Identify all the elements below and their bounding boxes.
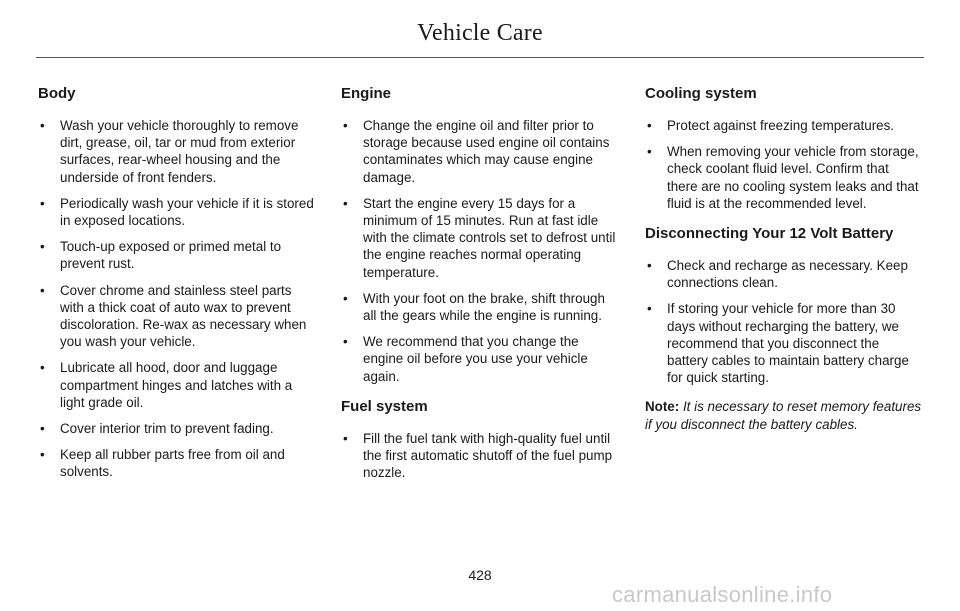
bullet: • <box>40 118 45 133</box>
battery-list <box>645 257 923 386</box>
bullet: • <box>647 144 652 160</box>
bullet: • <box>343 118 348 133</box>
list-item-text: Fill the fuel tank with high-quality fuel until the first automatic shutoff of the fuel pump nozzle. <box>363 430 613 481</box>
page-number: 428 <box>468 567 492 583</box>
list-item-text: Keep all rubber parts free from oil and solvents. <box>60 447 285 480</box>
list-item-text: Start the engine every 15 days for a minimum of 15 minutes. Run at fast idle with the climate controls set to defrost until the engine reaches normal operating temperature. <box>363 195 616 280</box>
section-heading-fuel: Fuel system <box>341 397 428 415</box>
bullet: • <box>647 258 652 274</box>
bullet: • <box>647 301 652 317</box>
list-item-text: Protect against freezing temperatures. <box>667 118 895 133</box>
bullet: • <box>343 195 348 211</box>
list-item <box>645 300 923 386</box>
bullet: • <box>343 290 348 306</box>
list-item <box>341 195 619 281</box>
note-label: Note: <box>645 399 680 415</box>
list-item-text: With your foot on the brake, shift through all the gears while the engine is running. <box>363 290 605 324</box>
list-item <box>38 359 316 411</box>
engine-list <box>341 117 619 385</box>
list-item <box>645 117 923 134</box>
list-item-text: We recommend that you change the engine oil before you use your vehicle again. <box>363 334 588 384</box>
column-left <box>38 84 316 493</box>
list-item <box>341 290 619 324</box>
bullet: • <box>40 282 45 298</box>
list-item-text: Cover interior trim to prevent fading. <box>60 421 274 437</box>
list-item <box>38 446 316 480</box>
section-heading-engine: Engine <box>341 85 392 102</box>
list-item-text: Wash your vehicle thoroughly to remove dirt, grease, oil, tar or mud from exterior surfaces, rear-wheel housing and the underside of front fenders. <box>60 118 299 185</box>
list-item <box>645 257 923 291</box>
body-list <box>38 117 316 481</box>
list-item <box>38 420 316 437</box>
list-item <box>38 282 316 351</box>
list-item-text: Periodically wash your vehicle if it is stored in exposed locations. <box>60 195 314 229</box>
bullet: • <box>647 118 652 133</box>
column-right <box>645 84 923 433</box>
list-item <box>38 238 316 272</box>
bullet: • <box>40 447 45 463</box>
list-item-text: If storing your vehicle for more than 30 days without recharging the battery, we recommend that you disconnect the battery cables to maintain battery charge for quick starting. <box>667 301 909 386</box>
section-heading-cooling: Cooling system <box>645 85 757 102</box>
list-item <box>645 143 923 212</box>
list-item-text: Cover chrome and stainless steel parts with a thick coat of auto wax to prevent discoloration. Re-wax as necessary when you wash your vehicle. <box>60 282 307 350</box>
cooling-list <box>645 117 923 212</box>
list-item-text: Check and recharge as necessary. Keep connections clean. <box>667 258 908 291</box>
list-item <box>38 195 316 229</box>
bullet: • <box>40 360 45 376</box>
title-divider <box>36 57 924 58</box>
column-middle <box>341 84 619 493</box>
list-item <box>341 117 619 186</box>
battery-note <box>645 398 923 432</box>
bullet: • <box>40 239 45 255</box>
list-item-text: Touch-up exposed or primed metal to prevent rust. <box>60 239 282 272</box>
list-item <box>38 117 316 186</box>
list-item-text: When removing your vehicle from storage, check coolant fluid level. Confirm that there are no cooling system leaks and that fluid is at the recommended level. <box>667 144 919 211</box>
list-item-text: Lubricate all hood, door and luggage compartment hinges and latches with a light grade oil. <box>60 360 293 410</box>
list-item <box>341 430 619 482</box>
page-title: Vehicle Care <box>417 20 543 46</box>
note-text: It is necessary to reset memory features if you disconnect the battery cables. <box>645 399 922 432</box>
list-item-text: Change the engine oil and filter prior to storage because used engine oil contains contaminates which may cause engine damage. <box>363 118 610 185</box>
fuel-list <box>341 430 619 482</box>
section-heading-body: Body <box>38 85 76 102</box>
bullet: • <box>40 195 45 211</box>
watermark: carmanualsonline.info <box>612 582 833 607</box>
bullet: • <box>40 421 45 437</box>
list-item <box>341 333 619 385</box>
bullet: • <box>343 334 348 350</box>
bullet: • <box>343 430 348 446</box>
section-heading-battery: Disconnecting Your 12 Volt Battery <box>645 225 894 243</box>
